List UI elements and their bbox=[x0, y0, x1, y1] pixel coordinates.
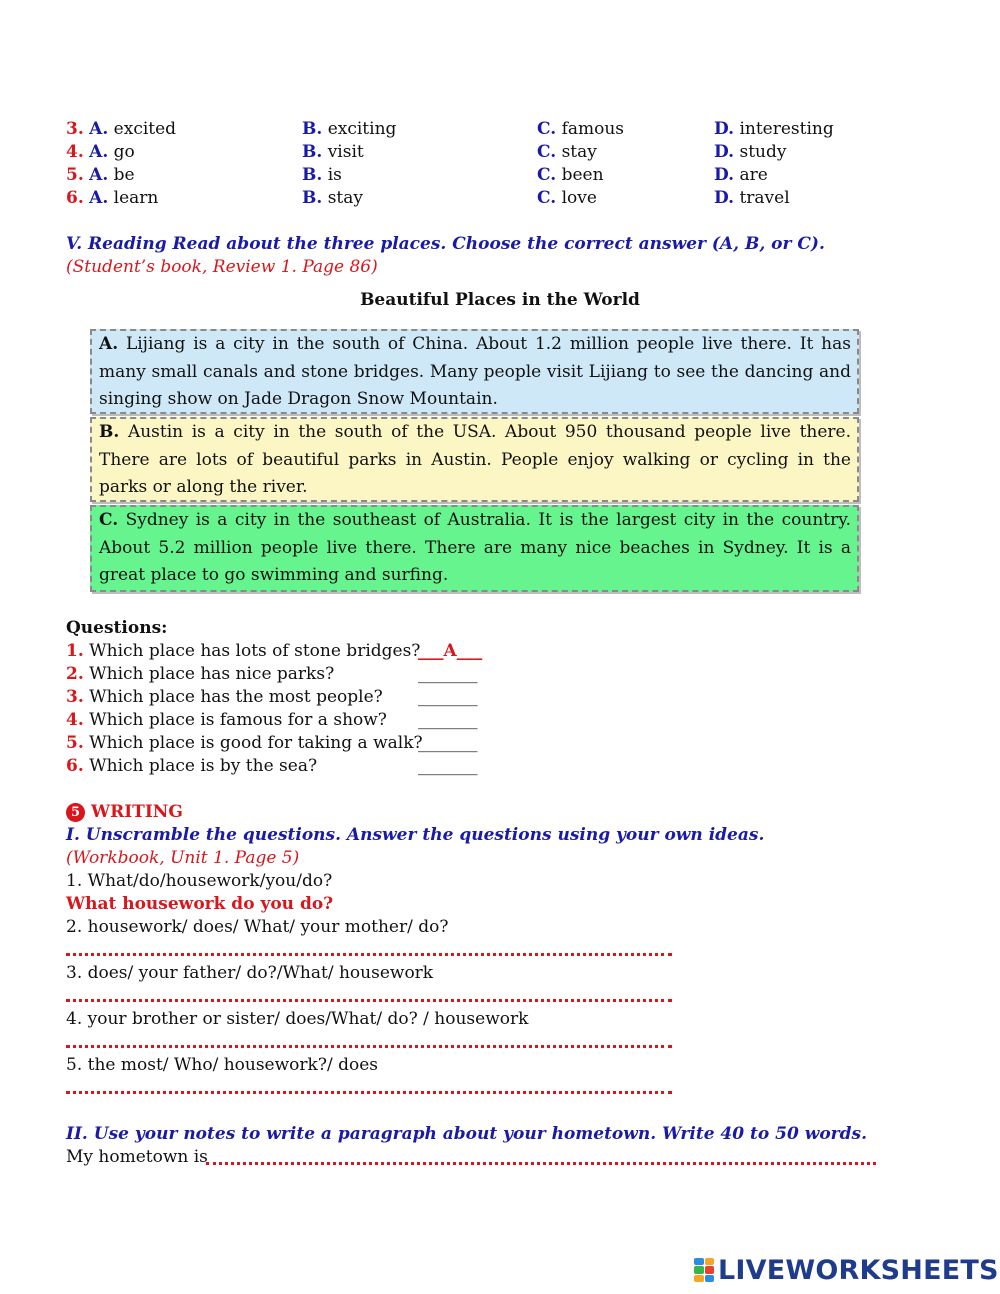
option-letter-b: B. bbox=[302, 188, 323, 208]
question-text: Which place has the most people? bbox=[89, 687, 383, 707]
question-3 bbox=[66, 686, 383, 709]
passage-label: C. bbox=[99, 510, 119, 530]
scramble-item-2: 2. housework/ does/ What/ your mother/ do? bbox=[66, 917, 449, 937]
question-text: Which place has lots of stone bridges? bbox=[89, 641, 421, 661]
logo-text: LIVEWORKSHEETS bbox=[718, 1254, 999, 1286]
questions-title: Questions: bbox=[66, 618, 168, 638]
reading-source: (Student’s book, Review 1. Page 86) bbox=[66, 257, 378, 277]
option-letter-d: D. bbox=[714, 188, 735, 208]
option-b: is bbox=[327, 165, 342, 185]
option-letter-a: A. bbox=[89, 188, 109, 208]
option-letter-b: B. bbox=[302, 165, 323, 185]
option-b: stay bbox=[327, 188, 363, 208]
scramble-item-4: 4. your brother or sister/ does/What/ do? / housework bbox=[66, 1009, 529, 1029]
option-d: study bbox=[739, 142, 787, 162]
option-d: travel bbox=[739, 188, 790, 208]
passage-b bbox=[90, 417, 859, 502]
passage-label: B. bbox=[99, 422, 120, 442]
number-5-icon: 5 bbox=[66, 803, 85, 822]
hometown-start: My hometown is bbox=[66, 1147, 208, 1167]
answer-line-3[interactable] bbox=[66, 991, 672, 1002]
passage-text: Austin is a city in the south of the USA. About 950 thousand people live there. There are lots of beautiful parks in Austin. People enjoy walking or cycling in the parks or along the river. bbox=[99, 422, 852, 497]
option-letter-a: A. bbox=[89, 165, 109, 185]
option-letter-a: A. bbox=[89, 119, 109, 139]
answer-blank-5[interactable]: _______ bbox=[418, 733, 478, 753]
option-c: been bbox=[561, 165, 604, 185]
reading-title: Beautiful Places in the World bbox=[360, 290, 640, 310]
option-letter-c: C. bbox=[537, 165, 557, 185]
question-number: 2. bbox=[66, 664, 84, 684]
question-text: Which place is by the sea? bbox=[89, 756, 318, 776]
answer-line-5[interactable] bbox=[66, 1083, 672, 1094]
question-number: 1. bbox=[66, 641, 84, 661]
option-a: be bbox=[113, 165, 135, 185]
mcq-row-6 bbox=[66, 187, 946, 210]
option-a: learn bbox=[113, 188, 159, 208]
option-letter-c: C. bbox=[537, 188, 557, 208]
question-6 bbox=[66, 755, 317, 778]
example-answer: What housework do you do? bbox=[66, 894, 334, 914]
question-text: Which place has nice parks? bbox=[89, 664, 335, 684]
question-number: 4. bbox=[66, 710, 84, 730]
question-5 bbox=[66, 732, 423, 755]
answer-line-2[interactable] bbox=[66, 945, 672, 956]
liveworksheets-logo bbox=[694, 1254, 999, 1286]
writing-title: WRITING bbox=[91, 802, 183, 822]
option-letter-c: C. bbox=[537, 119, 557, 139]
option-letter-b: B. bbox=[302, 142, 323, 162]
passage-c bbox=[90, 505, 859, 592]
question-1 bbox=[66, 640, 420, 663]
option-letter-b: B. bbox=[302, 119, 323, 139]
mcq-number: 6. bbox=[66, 188, 84, 208]
option-letter-d: D. bbox=[714, 142, 735, 162]
question-text: Which place is famous for a show? bbox=[89, 710, 387, 730]
passage-text: Lijiang is a city in the south of China. About 1.2 million people live there. It has many small canals and stone bridges. Many people visit Lijiang to see the dancing and singing show on Jade Dragon Snow Mountain. bbox=[99, 334, 851, 409]
question-number: 6. bbox=[66, 756, 84, 776]
mcq-row-5 bbox=[66, 164, 946, 187]
writing-part2-heading: II. Use your notes to write a paragraph about your hometown. Write 40 to 50 words. bbox=[66, 1124, 868, 1144]
option-d: interesting bbox=[739, 119, 834, 139]
hometown-answer-line[interactable] bbox=[206, 1154, 876, 1165]
passage-text: Sydney is a city in the southeast of Australia. It is the largest city in the country. About 5.2 million people live there. There are many nice beaches in Sydney. It is a great place to go swimming and surfing. bbox=[99, 510, 851, 585]
question-text: Which place is good for taking a walk? bbox=[89, 733, 423, 753]
option-a: go bbox=[113, 142, 135, 162]
writing-heading bbox=[66, 802, 183, 822]
answer-line-4[interactable] bbox=[66, 1037, 672, 1048]
answer-blank-1[interactable]: ___A___ bbox=[418, 641, 483, 661]
scramble-item-1: 1. What/do/housework/you/do? bbox=[66, 871, 333, 891]
answer-blank-3[interactable]: _______ bbox=[418, 687, 478, 707]
option-c: love bbox=[561, 188, 597, 208]
option-letter-d: D. bbox=[714, 165, 735, 185]
option-b: visit bbox=[327, 142, 364, 162]
answer-blank-2[interactable]: _______ bbox=[418, 664, 478, 684]
option-c: famous bbox=[561, 119, 625, 139]
question-2 bbox=[66, 663, 334, 686]
scramble-item-5: 5. the most/ Who/ housework?/ does bbox=[66, 1055, 378, 1075]
logo-icon bbox=[694, 1258, 714, 1282]
passage-a bbox=[90, 329, 859, 414]
option-d: are bbox=[739, 165, 768, 185]
reading-heading: V. Reading Read about the three places. Choose the correct answer (A, B, or C). bbox=[66, 234, 825, 254]
option-letter-a: A. bbox=[89, 142, 109, 162]
option-letter-d: D. bbox=[714, 119, 735, 139]
mcq-number: 5. bbox=[66, 165, 84, 185]
question-4 bbox=[66, 709, 387, 732]
question-number: 5. bbox=[66, 733, 84, 753]
mcq-row-4 bbox=[66, 141, 946, 164]
writing-part1-source: (Workbook, Unit 1. Page 5) bbox=[66, 848, 300, 868]
question-number: 3. bbox=[66, 687, 84, 707]
mcq-number: 4. bbox=[66, 142, 84, 162]
option-letter-c: C. bbox=[537, 142, 557, 162]
answer-blank-6[interactable]: _______ bbox=[418, 756, 478, 776]
option-c: stay bbox=[561, 142, 597, 162]
option-a: excited bbox=[113, 119, 177, 139]
mcq-row-3 bbox=[66, 118, 946, 141]
writing-part1-heading: I. Unscramble the questions. Answer the questions using your own ideas. bbox=[66, 825, 765, 845]
option-b: exciting bbox=[327, 119, 397, 139]
mcq-number: 3. bbox=[66, 119, 84, 139]
answer-blank-4[interactable]: _______ bbox=[418, 710, 478, 730]
scramble-item-3: 3. does/ your father/ do?/What/ housework bbox=[66, 963, 434, 983]
passage-label: A. bbox=[99, 334, 119, 354]
